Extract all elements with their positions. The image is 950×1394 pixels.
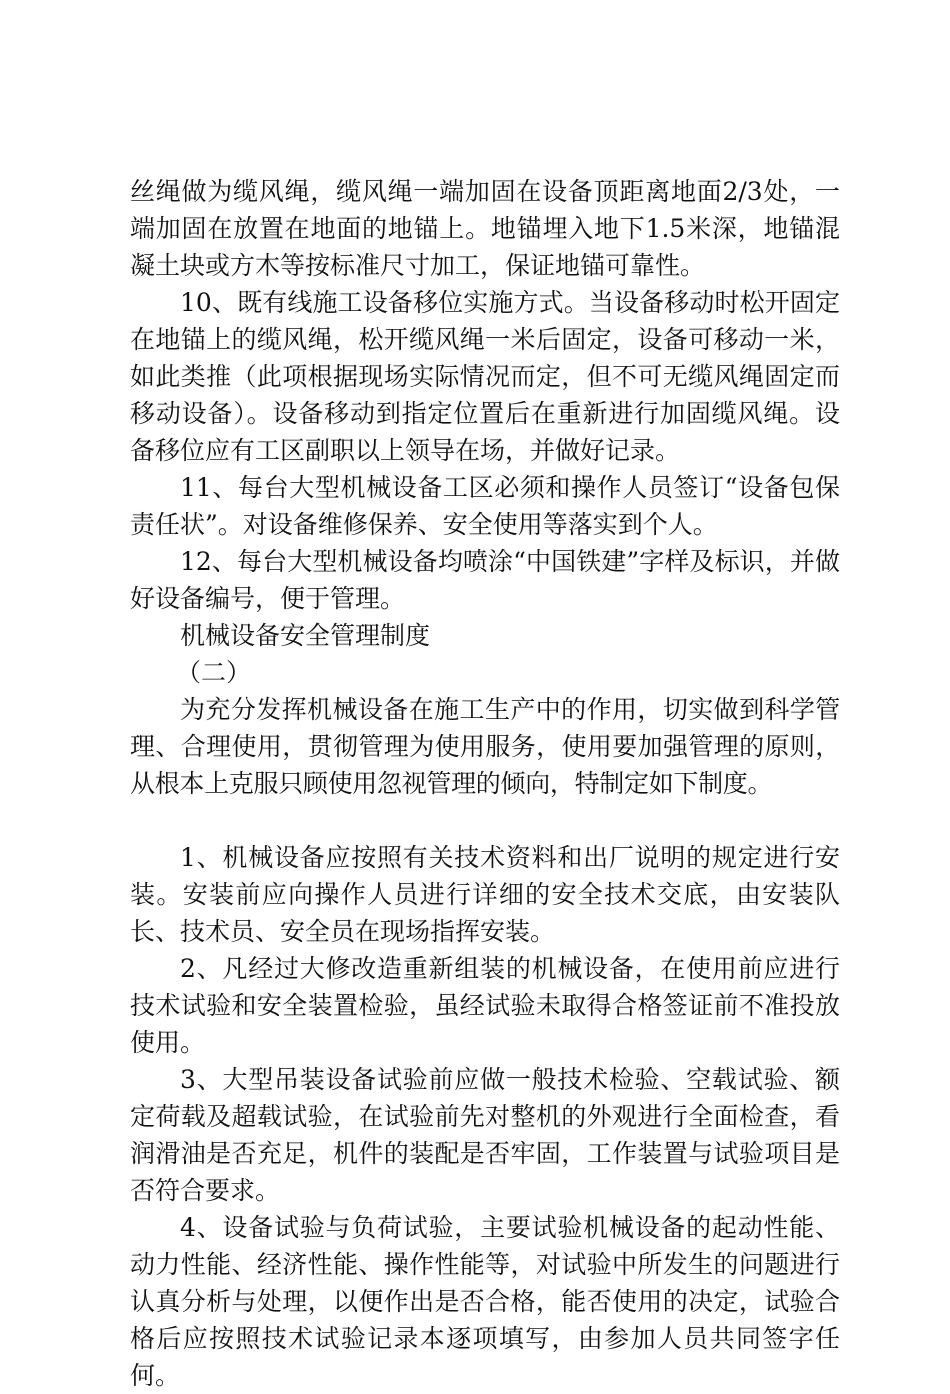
paragraph-item-3: 3、大型吊装设备试验前应做一般技术检验、空载试验、额定荷载及超载试验，在试验前先对整机的外观进行全面检查，看润滑油是否充足，机件的装配是否牢固，工作装置与试验项目是否符合要求。 [130, 1065, 840, 1205]
document-page [130, 173, 840, 1394]
paragraph-item-11: 11、每台大型机械设备工区必须和操作人员签订“设备包保责任状”。对设备维修保养、安全使用等落实到个人。 [130, 473, 840, 539]
paragraph-continuation: 丝绳做为缆风绳，缆风绳一端加固在设备顶距离地面2/3处，一端加固在放置在地面的地锚上。地锚埋入地下1.5米深，地锚混凝土块或方木等按标准尺寸加工，保证地锚可靠性。 [130, 177, 840, 280]
paragraph-spacer [130, 802, 840, 839]
section-number: （二） [176, 658, 252, 687]
paragraph-item-4: 4、设备试验与负荷试验，主要试验机械设备的起动性能、动力性能、经济性能、操作性能等，对试验中所发生的问题进行认真分析与处理，以便作出是否合格，能否使用的决定，试验合格后应按照技术试验记录本逐项填写，由参加人员共同签字任何。 [130, 1213, 840, 1390]
paragraph-item-1: 1、机械设备应按照有关技术资料和出厂说明的规定进行安装。安装前应向操作人员进行详细的安全技术交底，由安装队长、技术员、安全员在现场指挥安装。 [130, 843, 840, 946]
section-title: 机械设备安全管理制度 [180, 621, 431, 650]
paragraph-item-2: 2、凡经过大修改造重新组装的机械设备，在使用前应进行技术试验和安全装置检验，虽经试验未取得合格签证前不准投放使用。 [130, 954, 840, 1057]
paragraph-item-10: 10、既有线施工设备移位实施方式。当设备移动时松开固定在地锚上的缆风绳，松开缆风绳一米后固定，设备可移动一米，如此类推（此项根据现场实际情况而定，但不可无缆风绳固定而移动设备）。设备移动到指定位置后在重新进行加固缆风绳。设备移位应有工区副职以上领导在场，并做好记录。 [130, 288, 840, 465]
paragraph-item-12: 12、每台大型机械设备均喷涂“中国铁建”字样及标识，并做好设备编号，便于管理。 [130, 547, 840, 613]
intro-paragraph: 为充分发挥机械设备在施工生产中的作用，切实做到科学管理、合理使用，贯彻管理为使用服务，使用要加强管理的原则，从根本上克服只顾使用忽视管理的倾向，特制定如下制度。 [130, 695, 840, 798]
